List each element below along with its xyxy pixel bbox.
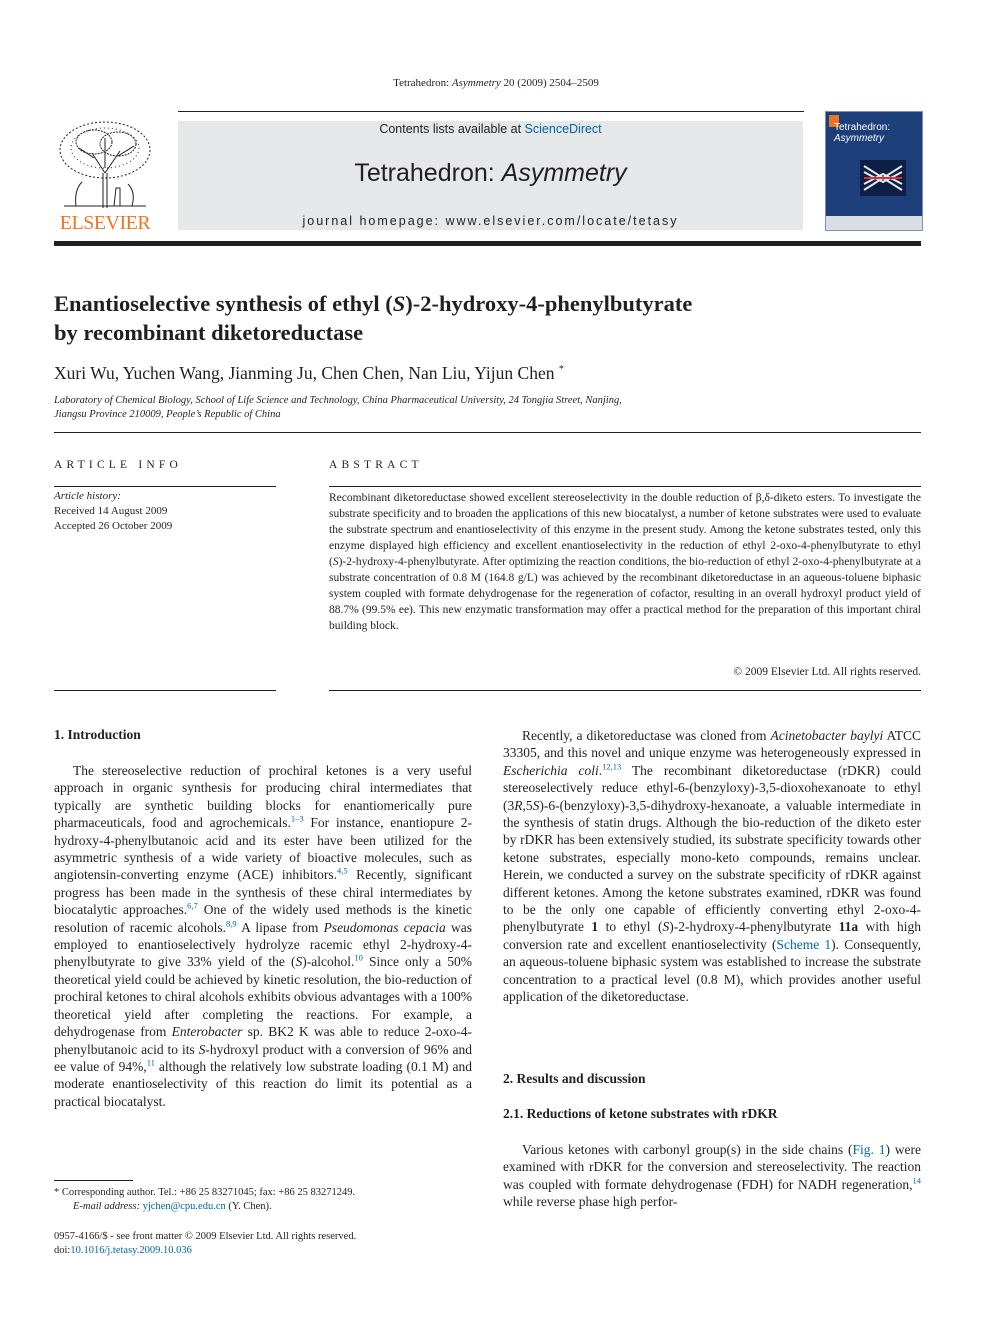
reference-link[interactable]: 8,9	[226, 918, 237, 929]
article-info-rule	[54, 486, 276, 487]
abstract-heading: ABSTRACT	[329, 459, 423, 471]
abstract-copyright: © 2009 Elsevier Ltd. All rights reserved.	[733, 666, 921, 678]
citation-prefix: Tetrahedron:	[393, 77, 452, 89]
body-paragraph-recently: Recently, a diketoreductase was cloned from Acinetobacter baylyi ATCC 33305, and this novel and unique enzyme was heterogeneously expressed in Escherichia coli.$^{12,13}$ The recombinant diketoreductase (rDKR) could stereoselectively reduce ethyl-6-(benzyloxy)-3,5-dioxohexanoate to ethyl (3R,5S)-6-(benzyloxy)-3,5-dihydroxy-hexanoate, a valuable intermediate in the synthesis of statin drugs. Although the bio-reduction of the diketo ester by rDKR has been extensively studied, its substrate specificity towards other ketone substrates, especially mono-keto compounds, remains unclear. Herein, we conducted a survey on the substrate specificity of rDKR against different ketones. Among the ketone substrates examined, rDKR was found to be the only one capable of efficiently converting ethyl 2-oxo-4-phenylbutyrate 1 to ethyl (S)-2-hydroxy-4-phenylbutyrate 11a with high conversion rate and excellent enantioselectivity (Scheme 1). Consequently, an aqueous-toluene biphasic system was established to increase the substrate concentration to a practical level (0.8 M), which provides another useful application of the diketoreductase.	[503, 728, 922, 1005]
received-date: Received 14 August 2009	[54, 505, 168, 517]
cover-footer	[826, 216, 922, 230]
journal-title: Tetrahedron: Asymmetry	[354, 159, 627, 187]
elsevier-logo	[54, 118, 156, 236]
reference-link[interactable]: 10	[354, 952, 363, 963]
footnote-rule	[54, 1180, 133, 1181]
reference-link[interactable]: 14	[912, 1175, 921, 1186]
abstract-rule	[329, 486, 921, 487]
doi-line: doi:10.1016/j.tetasy.2009.10.036	[54, 1245, 192, 1256]
corresponding-author-footnote: * Corresponding author. Tel.: +86 25 83271045; fax: +86 25 83271249. E-mail address: yjchen@cpu.edu.cn (Y. Chen).	[54, 1187, 356, 1212]
article-info-heading: ARTICLE INFO	[54, 459, 182, 471]
reference-link[interactable]: 1–3	[290, 813, 304, 824]
article-info-bottom-rule	[54, 690, 276, 691]
corresponding-author-mark[interactable]: *	[558, 364, 564, 376]
author-list: Xuri Wu, Yuchen Wang, Jianming Ju, Chen Chen, Nan Liu, Yijun Chen *	[54, 363, 564, 383]
abstract-bottom-rule	[329, 690, 921, 691]
article-title: Enantioselective synthesis of ethyl (S)-2-hydroxy-4-phenylbutyrate by recombinant diketoreductase	[54, 291, 693, 345]
journal-homepage[interactable]: journal homepage: www.elsevier.com/locate/tetasy	[302, 214, 679, 228]
author-email-link[interactable]: yjchen@cpu.edu.cn	[142, 1201, 226, 1212]
figure-1-link[interactable]: Fig. 1	[852, 1142, 886, 1157]
citation-journal: Asymmetry	[451, 77, 501, 89]
reference-link[interactable]: 12,13	[602, 761, 622, 772]
elsevier-tree-icon	[54, 118, 156, 210]
subsection-heading-reductions: 2.1. Reductions of ketone substrates with rDKR	[503, 1106, 778, 1121]
introduction-paragraph: The stereoselective reduction of prochiral ketones is a very useful approach in organic synthesis for producing chiral intermediates that typically are synthetic building blocks for enantiomerically pure pharmaceuticals, food and agrochemicals.$^{1-3}$ For instance, enantiopure 2-hydroxy-4-phenylbutanoic acid and its ester have been utilized for the asymmetric synthesis of a wide variety of bioactive molecules, such as angiotensin-converting enzyme (ACE) inhibitors.$^{4,5}$ Recently, significant progress has been made in the synthesis of these chiral intermediates by biocatalytic approaches.$^{6,7}$ One of the widely used methods is the kinetic resolution of racemic alcohols.$^{8,9}$ A lipase from Pseudomonas cepacia was employed to enantioselectively hydrolyze racemic ethyl 2-hydroxy-4-phenylbutyrate to give 33% yield of the (S)-alcohol.$^{10}$ Since only a 50% theoretical yield could be achieved by kinetic resolution, the bio-reduction of prochiral ketones to chiral alcohols exhibits obvious advantages with a 100% theoretical yield after completing the reactions. For example, a dehydrogenase from Enterobacter sp. BK2 K was able to reduce 2-oxo-4-phenylbutanoic acid to its S-hydroxyl product with a conversion of 96% and ee value of 94%,$^{11}$ although the relatively low substrate loading (0.1 M) and moderate enantioselectivity of this reaction do limit its potential as a practical biocatalyst.	[54, 763, 473, 1109]
contents-line: Contents lists available at ScienceDirect	[379, 122, 602, 136]
front-matter	[54, 1230, 474, 1258]
article-history: Article history: Received 14 August 2009 Accepted 26 October 2009	[54, 489, 276, 534]
journal-cover-thumbnail	[825, 111, 923, 231]
elsevier-wordmark: ELSEVIER	[59, 212, 151, 234]
cover-artwork-icon	[860, 160, 906, 196]
body-paragraph-various-ketones: Various ketones with carbonyl group(s) in the side chains (Fig. 1) were examined with rDKR for the conversion and stereoselectivity. The reaction was coupled with formate dehydrogenase (FDH) for NADH regeneration,$^{14}$ while reverse phase high perfor-	[503, 1142, 921, 1210]
reference-link[interactable]: 6,7	[187, 900, 198, 911]
reference-link[interactable]: 11	[146, 1057, 155, 1068]
sciencedirect-link[interactable]: ScienceDirect	[524, 122, 602, 136]
journal-banner	[178, 121, 803, 230]
header-rule	[178, 111, 804, 112]
affiliation: Laboratory of Chemical Biology, School of Life Science and Technology, China Pharmaceutical University, 24 Tongjia Street, Nanjing, Jiangsu Province 210009, People’s Republic of China	[54, 395, 622, 420]
header-thick-rule	[54, 241, 921, 246]
section-heading-results: 2. Results and discussion	[503, 1071, 646, 1086]
journal-citation	[0, 77, 992, 89]
citation-suffix: 20 (2009) 2504–2509	[500, 77, 599, 89]
section-heading-introduction: 1. Introduction	[54, 727, 141, 742]
accepted-date: Accepted 26 October 2009	[54, 520, 173, 532]
title-block-rule	[54, 432, 921, 433]
issn-line: 0957-4166/$ - see front matter © 2009 Elsevier Ltd. All rights reserved.	[54, 1231, 357, 1242]
reference-link[interactable]: 4,5	[336, 865, 348, 876]
scheme-1-link[interactable]: Scheme 1	[776, 936, 832, 952]
cover-title: Tetrahedron: Asymmetry	[834, 122, 891, 144]
doi-link[interactable]: 10.1016/j.tetasy.2009.10.036	[70, 1245, 192, 1256]
abstract-text: Recombinant diketoreductase showed excellent stereoselectivity in the double reduction of β,δ-diketo esters. To investigate the substrate specificity and to broaden the applications of this new biocatalyst, a number of ketone substrates were used to evaluate the substrate spectrum and enantioselectivity of this enzyme in the present study. Among the ketone substrates tested, only this enzyme displayed high efficiency and excellent enantioselectivity in the reduction of ethyl 2-oxo-4-phenylbutyrate to ethyl (S)-2-hydroxy-4-phenylbutyrate. After optimizing the reaction conditions, the bio-reduction of ethyl 2-oxo-4-phenylbutyrate at a substrate concentration of 0.8 M (164.8 g/L) was achieved by the recombinant diketoreductase in an aqueous-toluene biphasic system coupled with formate dehydrogenase for the regeneration of cofactor, resulting in an overall hydroxyl product yield of 88.7% (99.5% ee). This new enzymatic transformation may offer a practical method for the preparation of this important chiral building block.	[329, 492, 921, 632]
